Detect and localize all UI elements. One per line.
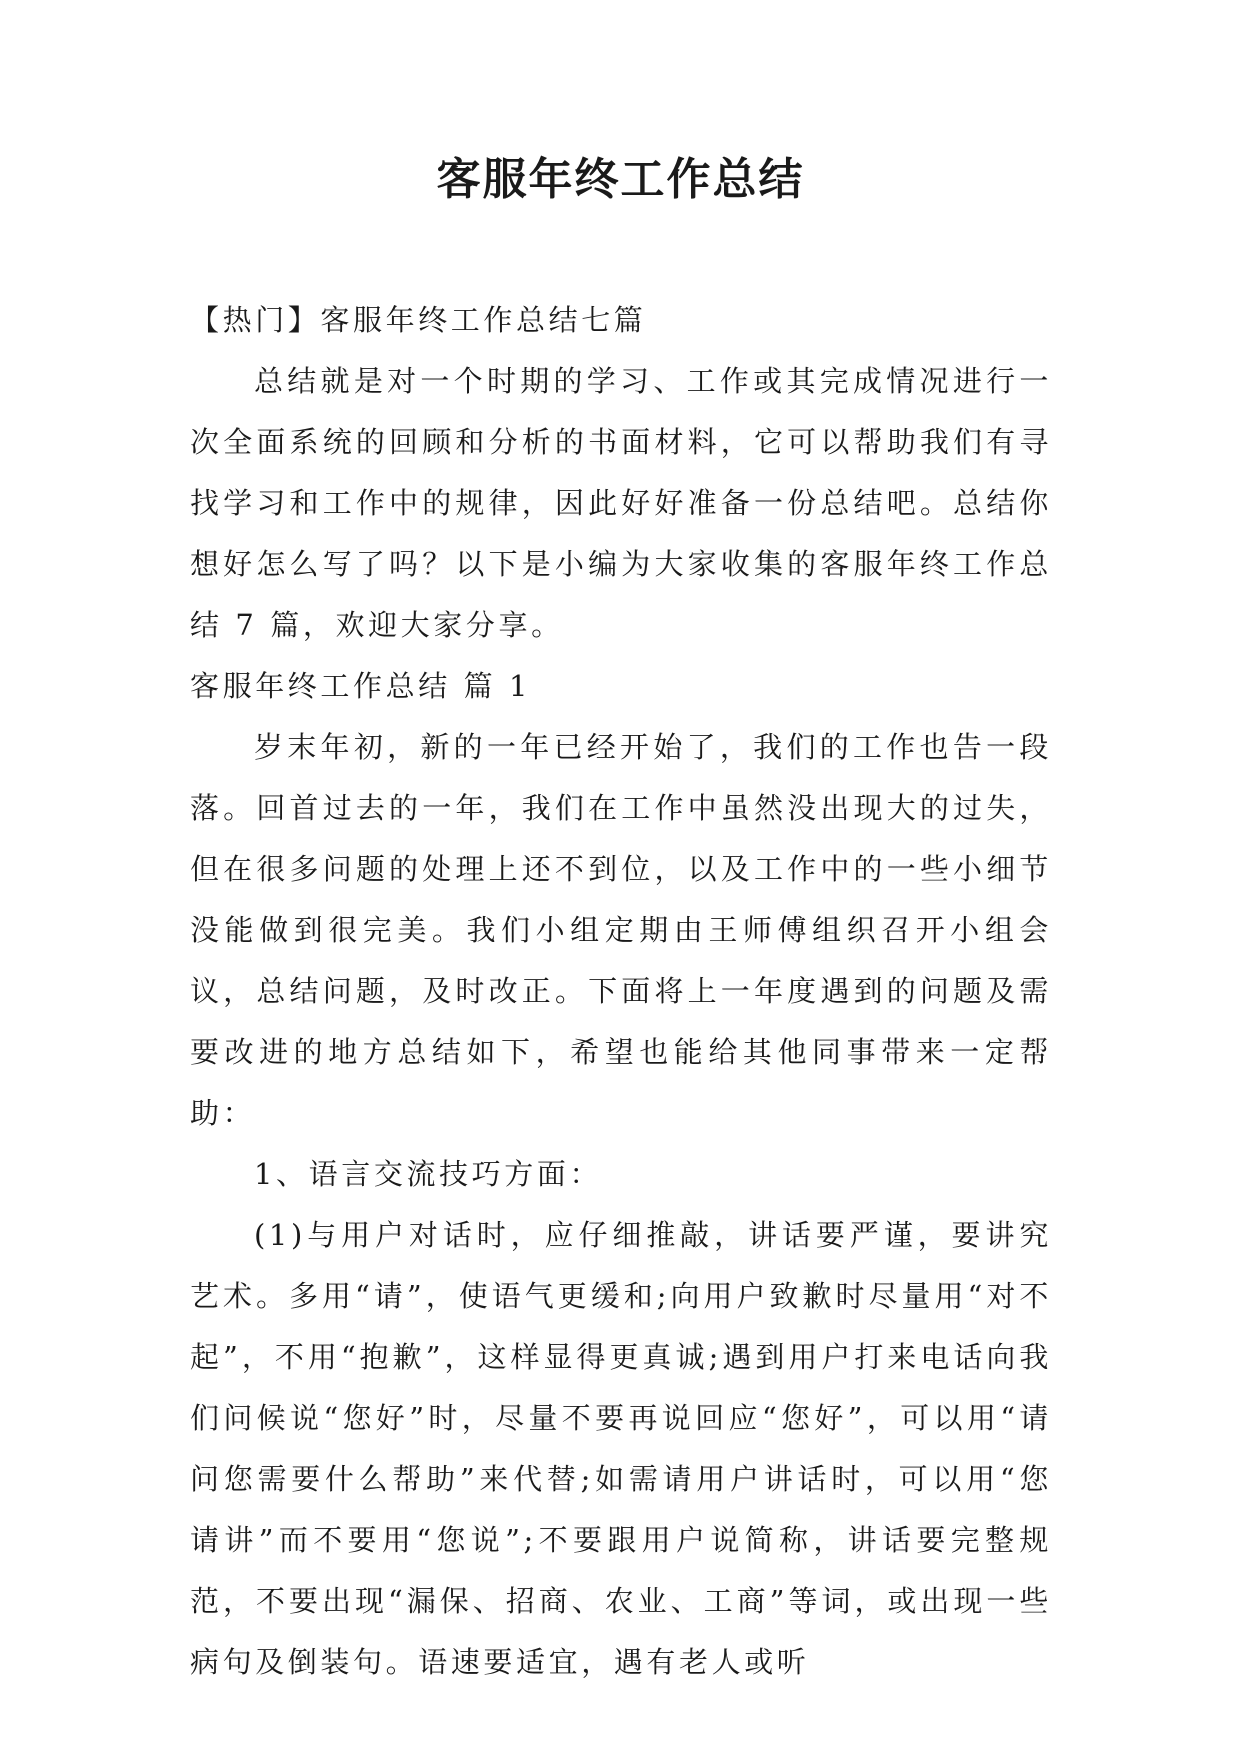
subtitle: 【热门】客服年终工作总结七篇 <box>190 303 647 337</box>
section-paragraph: 岁末年初，新的一年已经开始了，我们的工作也告一段落。回首过去的一年，我们在工作中虽然没出现大的过失，但在很多问题的处理上还不到位，以及工作中的一些小细节没能做到很完美。我们小组定期由王师傅组织召开小组会议，总结问题，及时改正。下面将上一年度遇到的问题及需要改进的地方总结如下，希望也能给其他同事带来一定帮助： <box>190 730 1052 1130</box>
document-title: 客服年终工作总结 <box>436 154 805 205</box>
section-heading: 客服年终工作总结 篇 1 <box>190 669 532 703</box>
document-body <box>190 290 1052 1693</box>
point-paragraph: (1)与用户对话时，应仔细推敲，讲话要严谨，要讲究艺术。多用“请”，使语气更缓和;向用户致歉时尽量用“对不起”，不用“抱歉”，这样显得更真诚;遇到用户打来电话向我们问候说“您好”时，尽量不要再说回应“您好”，可以用“请问您需要什么帮助”来代替;如需请用户讲话时，可以用“您请讲”而不要用“您说”;不要跟用户说简称，讲话要完整规范，不要出现“漏保、招商、农业、工商”等词，或出现一些病句及倒装句。语速要适宜，遇有老人或听 <box>190 1218 1052 1679</box>
point-heading: 1、语言交流技巧方面： <box>254 1157 603 1191</box>
intro-paragraph: 总结就是对一个时期的学习、工作或其完成情况进行一次全面系统的回顾和分析的书面材料，它可以帮助我们有寻找学习和工作中的规律，因此好好准备一份总结吧。总结你想好怎么写了吗？以下是小编为大家收集的客服年终工作总结 7 篇，欢迎大家分享。 <box>190 364 1052 642</box>
